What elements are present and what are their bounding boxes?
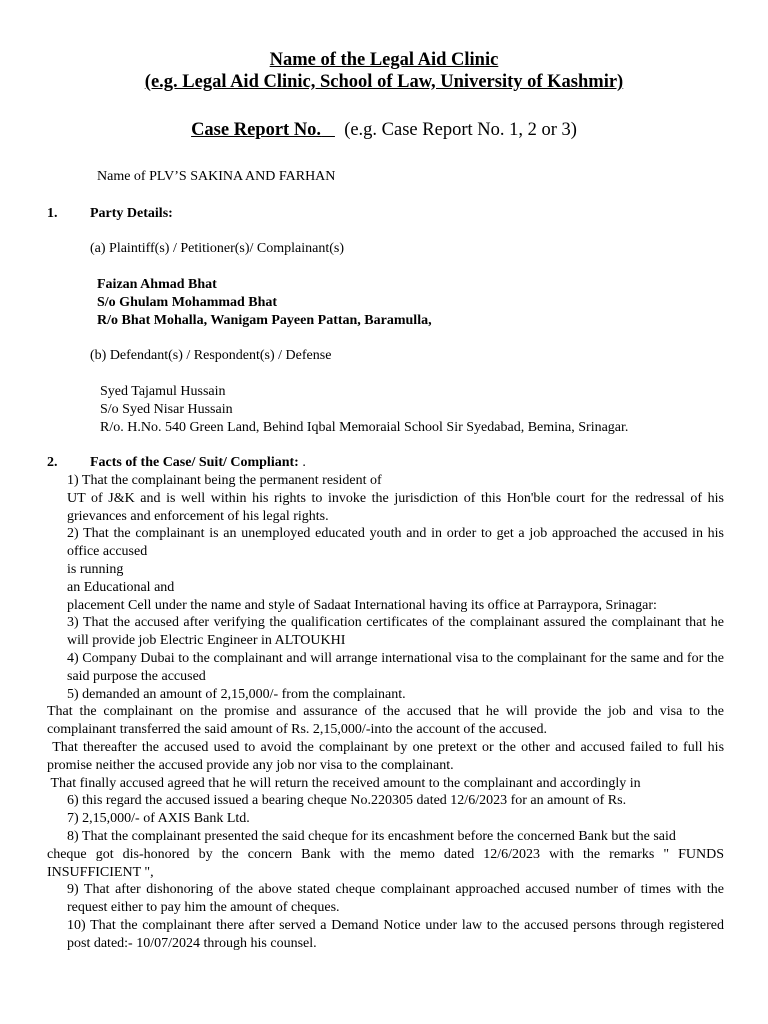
fact-line: placement Cell under the name and style of Sadaat International having its office at Parraypora, Srinagar: [67, 597, 657, 613]
case-report-line [0, 119, 768, 141]
fact-line: 4) Company Dubai to the complainant and will arrange international visa to the complainant for the same and for the said purpose the accused [67, 650, 724, 684]
fact-line: That thereafter the accused used to avoid the complainant by one pretext or the other and accused failed to full his promise neither the accused provide any job nor visa to the complainant. [47, 739, 728, 773]
defendant-address: R/o. H.No. 540 Green Land, Behind Iqbal Memoraial School Sir Syedabad, Bemina, Srinagar. [100, 420, 629, 435]
fact-line: 5) demanded an amount of 2,15,000/- from the complainant. [67, 686, 406, 702]
clinic-example-subtitle: (e.g. Legal Aid Clinic, School of Law, University of Kashmir) [144, 72, 624, 92]
fact-line: 8) That the complainant presented the said cheque for its encashment before the concerned Bank but the said [67, 828, 676, 844]
fact-line: an Educational and [67, 579, 175, 595]
fact-line: 1) That the complainant being the permanent resident of [67, 473, 382, 488]
section-1-number: 1. [47, 206, 58, 221]
plaintiff-parent: S/o Ghulam Mohammad Bhat [97, 295, 278, 310]
section-1-title: Party Details: [90, 206, 173, 221]
fact-line: UT of J&K and is well within his rights to invoke the jurisdiction of this Hon'ble court for the redressal of his grievances and enforcement of his legal rights. [67, 490, 724, 524]
plaintiff-address: R/o Bhat Mohalla, Wanigam Payeen Pattan, Baramulla, [97, 313, 432, 328]
plaintiff-name: Faizan Ahmad Bhat [97, 277, 217, 292]
section-2-number: 2. [47, 455, 58, 470]
plaintiff-heading: (a) Plaintiff(s) / Petitioner(s)/ Complainant(s) [90, 241, 345, 256]
defendant-parent: S/o Syed Nisar Hussain [100, 402, 233, 417]
plv-names: Name of PLV’S SAKINA AND FARHAN [97, 169, 336, 184]
defendant-name: Syed Tajamul Hussain [100, 384, 226, 399]
case-report-example: (e.g. Case Report No. 1, 2 or 3) [344, 120, 577, 140]
fact-line: That finally accused agreed that he will return the received amount to the complainant and accordingly in [47, 775, 641, 791]
fact-line: 10) That the complainant there after served a Demand Notice under law to the accused persons through registered post dated:- 10/07/2024 through his counsel. [67, 917, 724, 951]
facts-body [47, 472, 728, 953]
fact-line: 7) 2,15,000/- of AXIS Bank Ltd. [67, 811, 250, 827]
fact-line: 9) That after dishonoring of the above stated cheque complainant approached accused number of times with the request either to pay him the amount of cheques. [67, 882, 724, 916]
fact-line: 6) this regard the accused issued a bearing cheque No.220305 dated 12/6/2023 for an amount of Rs. [67, 793, 627, 809]
fact-line: cheque got dis-honored by the concern Bank with the memo dated 12/6/2023 with the remarks " FUNDS INSUFFICIENT ", [47, 846, 724, 880]
fact-line: is running [67, 561, 124, 577]
case-report-label: Case Report No. [191, 120, 322, 140]
section-2-title-suffix: . [298, 455, 306, 470]
fact-line: That the complainant on the promise and assurance of the accused that he will provide the job and visa to the complainant transferred the said amount of Rs. 2,15,000/-into the account of the accused. [47, 704, 724, 738]
section-2-title: Facts of the Case/ Suit/ Compliant: [90, 455, 299, 470]
clinic-name-title: Name of the Legal Aid Clinic [269, 50, 499, 70]
fact-line: 2) That the complainant is an unemployed educated youth and in order to get a job approached the accused in his office accused [67, 526, 724, 560]
defendant-heading: (b) Defendant(s) / Respondent(s) / Defense [90, 348, 332, 363]
section-2-heading [90, 454, 306, 472]
fact-line: 3) That the accused after verifying the qualification certificates of the complainant assured the complainant that he will provide job Electric Engineer in ALTOUKHI [67, 615, 724, 649]
